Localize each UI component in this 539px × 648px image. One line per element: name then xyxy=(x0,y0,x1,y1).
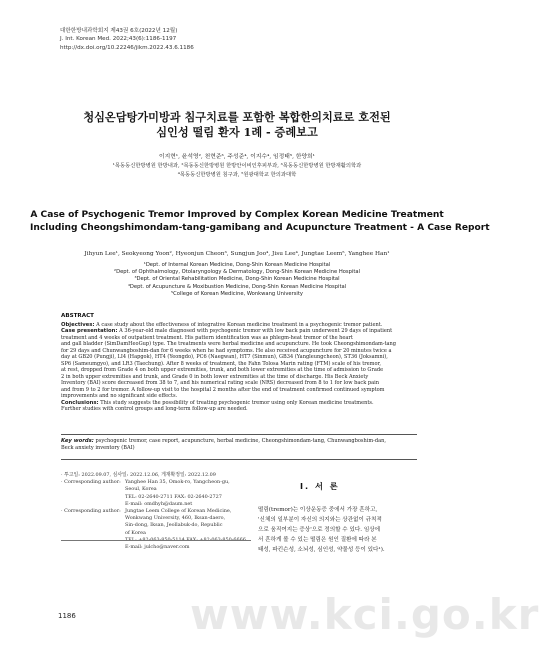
introduction-line: 태성, 파킨슨성, 소뇌성, 심인성, 약물성 등이 있다¹). xyxy=(258,547,385,553)
korean-title-line: 청심온담탕가미방과 침구치료를 포함한 복합한의치료로 호전된 xyxy=(83,110,391,124)
corresponding-author-row xyxy=(61,522,251,529)
corresponding-author-row xyxy=(61,515,251,522)
corresponding-author-value: Yanghee Han 35, Omok-ro, Yangcheon-gu, xyxy=(125,479,230,486)
introduction-line: 으로 움직여지는 증상'으로 정의할 수 있다. 임상에 xyxy=(258,527,381,533)
corresponding-author-label xyxy=(61,501,125,508)
corresponding-author-value: Seoul, Korea xyxy=(125,486,157,493)
keywords xyxy=(61,434,417,451)
korean-affiliation-line: ¹목동동신한방병원 한방내과, ²목동동신한방병원 한방안이비인후피부과, ³목동동신한방병원 한방재활의학과 xyxy=(112,163,362,169)
objectives-text: A case study about the effectiveness of integrative Korean medicine treatment in a psychogenic tremor patient. xyxy=(96,321,383,328)
english-affiliations xyxy=(40,262,434,298)
corresponding-author-row xyxy=(61,486,251,493)
watermark: www.kci.go.kr xyxy=(190,590,539,639)
english-authors: Jihyun Lee¹, Seokyeong Yoon², Hyeonjun Cheon³, Sungjun Joo⁴, Jisu Lee⁴, Jungtae Leem⁵, Yanghee Han¹ xyxy=(84,251,390,257)
journal-header xyxy=(60,27,194,52)
abstract-case-line: day at GB20 (Pungji), LI4 (Hapgok), HT4 (Yeongdo), PC6 (Naegwan), HT7 (Sinmun), GB34 (Yangleungcheon), ST36 (Joksamni), xyxy=(61,354,388,360)
corresponding-author-value: TEL: 02-2640-2711 FAX: 02-2640-2727 xyxy=(125,493,222,500)
page-number: 1186 xyxy=(58,612,76,620)
journal-line: 대한한방내과학회지 제43권 6호(2022년 12월) xyxy=(60,28,178,34)
keywords-line: Beck anxiety inventory (BAI) xyxy=(61,444,135,451)
introduction-line: '신체의 일부분이 자신의 의지와는 상관없이 규칙적 xyxy=(258,517,382,523)
korean-title xyxy=(40,110,434,140)
objectives-label: Objectives: xyxy=(61,321,95,328)
introduction-text xyxy=(258,505,422,555)
english-title xyxy=(30,209,490,235)
abstract-heading: ABSTRACT xyxy=(61,313,94,319)
corresponding-author-value: Sin-dong, Iksan, Jeollabuk-do, Republic xyxy=(125,522,223,529)
abstract-case-line: Inventory (BAI) score decreased from 38 to 7, and his numerical rating scale (NRS) decreased from 8 to 1 for low back pain xyxy=(61,380,380,386)
abstract-case-line: for 29 days and Chunwangboshim-dan for 6 weeks when he had symptoms. He also received acupuncture for 20 minutes twice a xyxy=(61,347,392,354)
english-affiliation-line: ²Dept. of Ophthalmology, Otolaryngology & Dermatology, Dong-Shin Korean Medicine Hospital xyxy=(114,269,360,276)
case-text: A 36-year-old male diagnosed with psychogenic tremor with low back pain underwent 29 days of inpatient xyxy=(119,328,393,334)
abstract-case-line: SP6 (Sameumgyo), and LR3 (Taechung). After 8 weeks of treatment, the Fahn Tolosa Marin rating (FTM) scale of his tremor, xyxy=(61,360,381,367)
korean-title-line: 심인성 떨림 환자 1례 - 증례보고 xyxy=(156,125,318,139)
journal-line: J. Int. Korean Med. 2022;43(6):1186-1197 xyxy=(60,36,177,43)
corresponding-author-label xyxy=(61,522,125,529)
introduction-line: 떨림(tremor)는 이상운동증 중에서 가장 흔하고, xyxy=(258,507,378,513)
received-dates xyxy=(61,472,251,479)
english-title-line: A Case of Psychogenic Tremor Improved by Complex Korean Medicine Treatment xyxy=(30,210,444,220)
corresponding-author-label xyxy=(61,530,125,537)
corresponding-author-row xyxy=(61,544,251,551)
keywords-text: psychogenic tremor, case report, acupuncture, herbal medicine, Cheongshimondam-tang, Chunwangboshim-dan, xyxy=(95,438,386,444)
abstract xyxy=(61,313,417,413)
corresponding-author-row xyxy=(61,501,251,508)
abstract-case-line: improvements and no significant side effects. xyxy=(61,393,178,399)
journal-doi[interactable]: http://dx.doi.org/10.22246/jikm.2022.43.6.1186 xyxy=(60,44,194,51)
keywords-line xyxy=(61,438,417,445)
corresponding-author-label: · Corresponding author: xyxy=(61,479,121,486)
corresponding-author-value: TEL: +82-063-850-5114 FAX: +82-063-850-6666 xyxy=(125,536,246,543)
keywords-divider xyxy=(61,459,417,460)
english-title-line: Including Cheongshimondam-tang-gamibang and Acupuncture Treatment - A Case Report xyxy=(30,223,490,233)
english-affiliation-line: ³Dept. of Oriental Rehabilitation Medicine, Dong-Shin Korean Medicine Hospital xyxy=(134,276,340,283)
abstract-case-line xyxy=(61,328,417,335)
abstract-case-line: treatment and 4 weeks of outpatient treatment. His pattern identification was as phlegm-heat tremor of the heart xyxy=(61,334,353,341)
received-dates-text: · 투고일: 2022.09.07, 심사일: 2022.12.06, 게재확정일: 2022.12.09 xyxy=(61,472,216,478)
corresponding-author-label xyxy=(61,494,125,501)
corresponding-author-row xyxy=(61,494,251,501)
english-affiliation-line: ⁴Dept. of Acupuncture & Moxibustion Medicine, Dong-Shin Korean Medicine Hospital xyxy=(127,283,347,290)
introduction-line: 서 흔하게 볼 수 있는 떨림은 원인 질환에 따라 본 xyxy=(258,537,377,543)
corresponding-author-label: · Corresponding author: xyxy=(61,508,121,515)
abstract-case-line: and gall bladder (SimDamHeoGup) type. The treatments were herbal medicine and acupuncture. He took Cheongshimondam-tang xyxy=(61,341,396,347)
conclusions-text: This study suggests the possibility of treating psychogenic tremor using only Korean medicine treatments. xyxy=(100,399,374,406)
conclusions-label: Conclusions: xyxy=(61,399,99,406)
corresponding-author-email[interactable]: E-mail: julcho@naver.com xyxy=(125,544,190,551)
korean-authors: 이지현¹, 윤석영², 천현준³, 주성준⁴, 이지수⁴, 임정태⁵, 한양희¹ xyxy=(159,154,315,160)
corresponding-author-value: Jungtae Leem College of Korean Medicine, xyxy=(125,508,232,515)
korean-affiliations xyxy=(40,162,434,179)
corresponding-author-row xyxy=(61,508,251,515)
corresponding-author-label xyxy=(61,515,125,522)
corresponding-author-label xyxy=(61,486,125,493)
abstract-case-line: 2 in both upper extremities and trunk, and Grade 0 in both lower extremities at the time of discharge. His Beck Anxiety xyxy=(61,373,369,380)
corresponding-author-value: Wonkwang University, 460, Iksan-daero, xyxy=(125,515,226,522)
korean-affiliation-line: ⁴목동동신한방병원 침구과, ⁵원광대학교 한의과대학 xyxy=(177,171,297,178)
corresponding-author-label xyxy=(61,544,125,551)
corresponding-author-email[interactable]: E-mail: omdhyh@daum.net xyxy=(125,500,193,507)
english-affiliation-line: ¹Dept. of Internal Korean Medicine, Dong-Shin Korean Medicine Hospital xyxy=(143,262,331,268)
case-presentation-label: Case presentation: xyxy=(61,328,118,334)
english-affiliation-line: ⁵College of Korean Medicine, Wonkwang University xyxy=(171,290,303,297)
abstract-case-line: and from 9 to 2 for tremor. A follow-up visit to the hospital 2 months after the end of treatment confirmed continued symptom xyxy=(61,386,385,393)
abstract-conclusions-line: Further studies with control groups and long-term follow-up are needed. xyxy=(61,406,248,412)
keywords-label: Key words: xyxy=(61,438,94,444)
footnote-divider xyxy=(61,540,251,541)
corresponding-author-row xyxy=(61,479,251,486)
introduction-heading: Ⅰ. 서 론 xyxy=(300,481,340,491)
corresponding-author-value: of Korea xyxy=(125,529,146,536)
abstract-case-line: at rest, dropped from Grade 4 on both upper extremities, trunk, and both lower extremities at the time of admission to Grade xyxy=(61,367,384,373)
corresponding-author-row xyxy=(61,530,251,537)
